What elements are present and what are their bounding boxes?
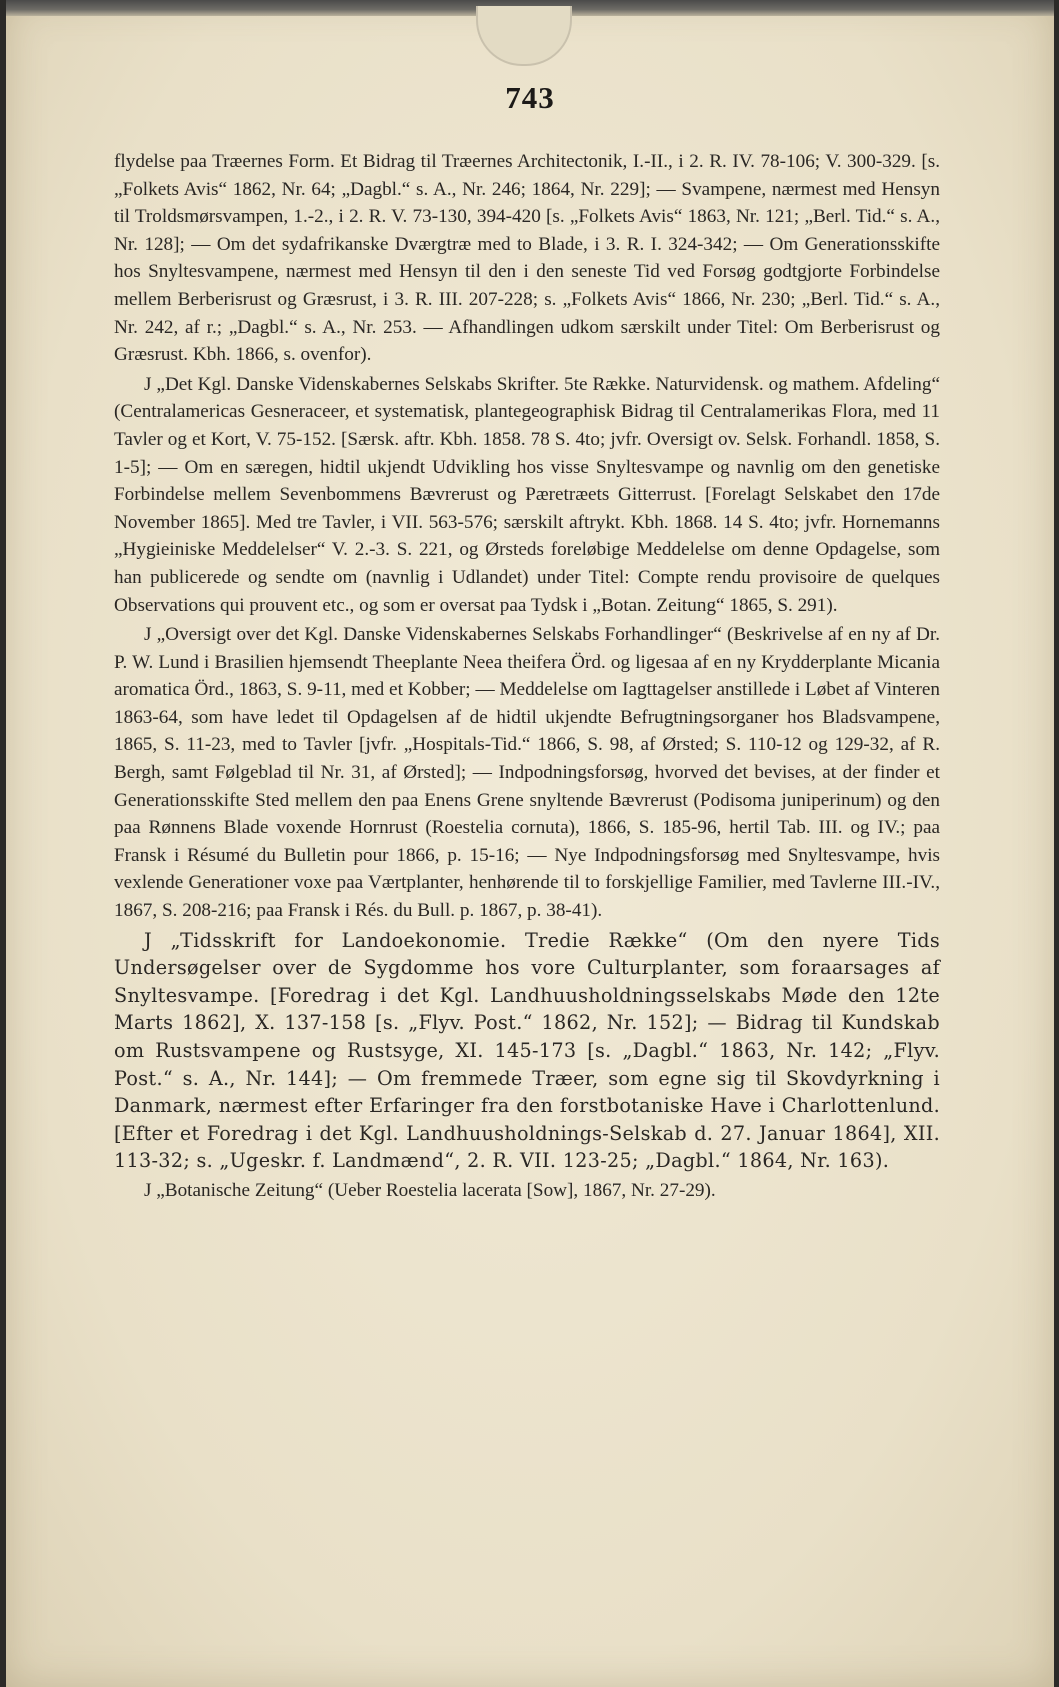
paragraph-continued-entry: flydelse paa Træernes Form. Et Bidrag til Træernes Architectonik, I.-II., i 2. R. IV. 78-106; V. 300-329. [s. „Folkets Avis“ 1862, Nr. 64; „Dagbl.“ s. A., Nr. 246; 1864, Nr. 229]; — Svampene, nærmest med Hensyn til Troldsmørsvampen, 1.-2., i 2. R. V. 73-130, 394-420 [s. „Folkets Avis“ 1863, Nr. 121; „Berl. Tid.“ s. A., Nr. 128]; — Om det sydafrikanske Dværgtræ med to Blade, i 3. R. I. 324-342; — Om Generationsskifte hos Snyltesvampene, nærmest med Hensyn til den i den seneste Tid ved Forsøg godtgjorte Forbindelse mellem Berberisrust og Græsrust, i 3. R. III. 207-228; s. „Folkets Avis“ 1866, Nr. 230; „Berl. Tid.“ s. A., Nr. 242, af r.; „Dagbl.“ s. A., Nr. 253. — Afhandlingen udkom særskilt under Titel: Om Berberisrust og Græsrust. Kbh. 1866, s. ovenfor). [114, 151, 940, 366]
binding-notch [476, 6, 572, 66]
paragraph-entry-oversigt: J „Oversigt over det Kgl. Danske Videnskabernes Selskabs Forhandlinger“ (Beskrivelse af en ny af Dr. P. W. Lund i Brasilien hjemsendt Theeplante Neea theifera Örd. og ligesaa af en ny Krydderplante Micania aromatica Örd., 1863, S. 9-11, med et Kobber; — Meddelelse om Iagttagelser anstillede i Løbet af Vinteren 1863-64, som have ledet til Opdagelsen af de hidtil ukjendte Befrugtningsorganer hos Bladsvampene, 1865, S. 11-23, med to Tavler [jvfr. „Hospitals-Tid.“ 1866, S. 98, af Ørsted; S. 110-12 og 129-32, af R. Bergh, samt Følgeblad til Nr. 31, af Ørsted]; — Indpodningsforsøg, hvorved det bevises, at der finder et Generationsskifte Sted mellem den paa Enens Grene snyltende Bævrerust (Podisoma juniperinum) og den paa Rønnens Blade voxende Hornrust (Roestelia cornuta), 1866, S. 185-96, hertil Tab. III. og IV.; paa Fransk i Résumé du Bulletin pour 1866, p. 15-16; — Nye Indpodningsforsøg med Snyltesvampe, hvis vexlende Generationer voxe paa Værtplanter, henhørende til to forskjellige Familier, med Tavlerne III.-IV., 1867, S. 208-216; paa Fransk i Rés. du Bull. p. 1867, p. 38-41). [114, 624, 940, 922]
paragraph-entry-botanische-zeitung: J „Botanische Zeitung“ (Ueber Roestelia lacerata [Sow], 1867, Nr. 27-29). [144, 1179, 716, 1201]
page-number: 743 [505, 80, 555, 115]
book-page [6, 0, 1054, 1687]
paragraph-entry-skrifter: J „Det Kgl. Danske Videnskabernes Selskabs Skrifter. 5te Række. Naturvidensk. og mathem. Afdeling“ (Centralamericas Gesneraceer, et systematisk, plantegeographisk Bidrag til Centralamerikas Flora, med 11 Tavler og et Kort, V. 75-152. [Særsk. aftr. Kbh. 1858. 78 S. 4to; jvfr. Oversigt ov. Selsk. Forhandl. 1858, S. 1-5]; — Om en særegen, hidtil ukjendt Udvikling hos visse Snyltesvampe og navnlig om den genetiske Forbindelse mellem Sevenbommens Bævrerust og Pæretræets Gitterrust. [Forelagt Selskabet den 17de November 1865]. Med tre Tavler, i VII. 563-576; særskilt aftrykt. Kbh. 1868. 14 S. 4to; jvfr. Hornemanns „Hygieiniske Meddelelser“ V. 2.-3. S. 221, og Ørsteds foreløbige Meddelelse om denne Opdagelse, som han publicerede og sendte om (navnlig i Udlandet) under Titel: Compte rendu provisoire de quelques Observations qui prouvent etc., og som er oversat paa Tydsk i „Botan. Zeitung“ 1865, S. 291). [114, 373, 940, 616]
body-text [114, 148, 940, 1205]
paragraph-entry-tidsskrift: J „Tidsskrift for Landoekonomie. Tredie Række“ (Om den nyere Tids Undersøgelser over de Sygdomme hos vore Culturplanter, som foraarsages af Snyltesvampe. [Foredrag i det Kgl. Landhuusholdningsselskabs Møde den 12te Marts 1862], X. 137-158 [s. „Flyv. Post.“ 1862, Nr. 152]; — Bidrag til Kundskab om Rustsvampene og Rustsyge, XI. 145-173 [s. „Dagbl.“ 1863, Nr. 142; „Flyv. Post.“ s. A., Nr. 144]; — Om fremmede Træer, som egne sig til Skovdyrkning i Danmark, nærmest efter Erfaringer fra den forstbotaniske Have i Charlottenlund. [Efter et Foredrag i det Kgl. Landhuusholdnings-Selskab d. 27. Januar 1864], XII. 113-32; s. „Ugeskr. f. Landmænd“, 2. R. VII. 123-25; „Dagbl.“ 1864, Nr. 163). [114, 928, 940, 1173]
